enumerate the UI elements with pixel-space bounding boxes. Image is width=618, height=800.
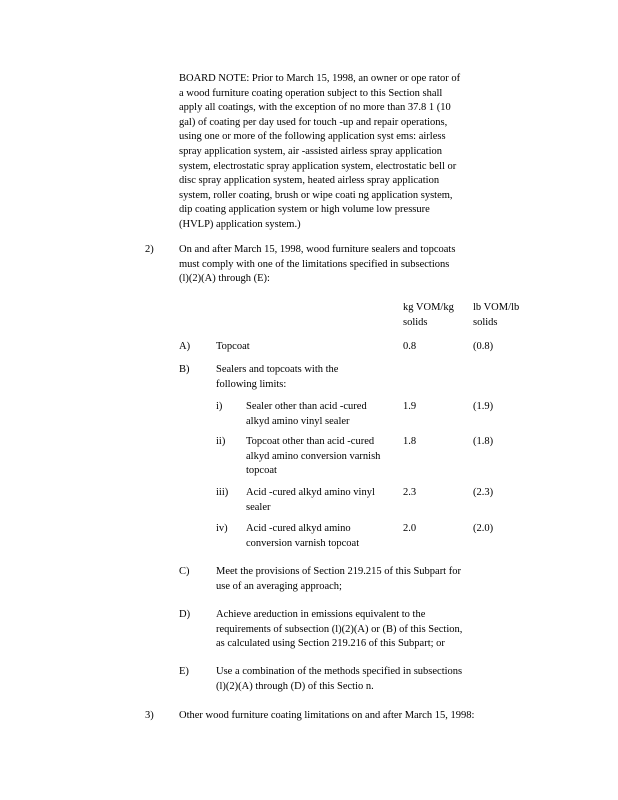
section-3-number: 3) <box>145 710 154 721</box>
column-header-lb: lb VOM/lb solids <box>473 302 520 328</box>
item-b-iv-label: iv) <box>216 523 228 534</box>
item-b-iii-text: Acid -cured alkyd amino vinyl sealer <box>246 487 375 513</box>
section-3-text: Other wood furniture coating limitations on and after March 15, 1998: <box>179 710 475 721</box>
item-a-label: A) <box>179 341 191 352</box>
item-b-ii-lb-value: (1.8) <box>473 436 494 447</box>
item-d-label: D) <box>179 609 191 620</box>
item-b-iv-lb-value: (2.0) <box>473 523 494 534</box>
item-c-text: Meet the provisions of Section 219.215 of this Subpart for use of an averaging approach; <box>216 566 461 592</box>
item-b-label: B) <box>179 364 190 375</box>
item-b-iv-kg-value: 2.0 <box>403 523 417 534</box>
item-a-text: Topcoat <box>216 341 250 352</box>
item-d-text: Achieve areduction in emissions equivalent to the requirements of subsection (l)(2)(A) or (B) of this Section, as calculated using Section 219.216 of this Subpart; or <box>216 609 463 650</box>
item-a-lb-value: (0.8) <box>473 341 494 352</box>
item-b-ii-kg-value: 1.8 <box>403 436 417 447</box>
item-b-i-kg-value: 1.9 <box>403 401 417 412</box>
column-header-kg: kg VOM/kg solids <box>403 302 454 328</box>
item-b-iii-label: iii) <box>216 487 229 498</box>
section-2-number: 2) <box>145 244 154 255</box>
item-b-iv-text: Acid -cured alkyd amino conversion varnish topcoat <box>246 523 360 549</box>
item-b-i-label: i) <box>216 401 223 412</box>
item-b-iii-lb-value: (2.3) <box>473 487 494 498</box>
item-b-text: Sealers and topcoats with the following limits: <box>216 364 339 390</box>
item-e-text: Use a combination of the methods specified in subsections (l)(2)(A) through (D) of this Sectio n. <box>216 666 463 692</box>
item-b-i-lb-value: (1.9) <box>473 401 494 412</box>
item-a-kg-value: 0.8 <box>403 341 417 352</box>
item-b-ii-text: Topcoat other than acid -cured alkyd amino conversion varnish topcoat <box>246 436 381 477</box>
section-2-text: On and after March 15, 1998, wood furniture sealers and topcoats must comply with one of the limitations specified in subsections (l)(2)(A) through (E): <box>179 244 456 285</box>
item-e-label: E) <box>179 666 189 677</box>
item-b-i-text: Sealer other than acid -cured alkyd amino vinyl sealer <box>246 401 367 427</box>
item-c-label: C) <box>179 566 190 577</box>
item-b-iii-kg-value: 2.3 <box>403 487 417 498</box>
item-b-ii-label: ii) <box>216 436 226 447</box>
board-note: BOARD NOTE: Prior to March 15, 1998, an owner or ope rator of a wood furniture coating operation subject to this Section shall apply all coatings, with the exception of no more than 37.8 1 (10 gal) of coating per day used for touch -up and repair operations, using one or more of the following application syst ems: airless spray application system, air -assisted airless spray application system, electrostatic spray application system, electrostatic bell or disc spray application system, heated airless spray application system, roller coating, brush or wipe coati ng application system, dip coating application system or high volume low pressure (HVLP) application system.) <box>179 73 461 230</box>
